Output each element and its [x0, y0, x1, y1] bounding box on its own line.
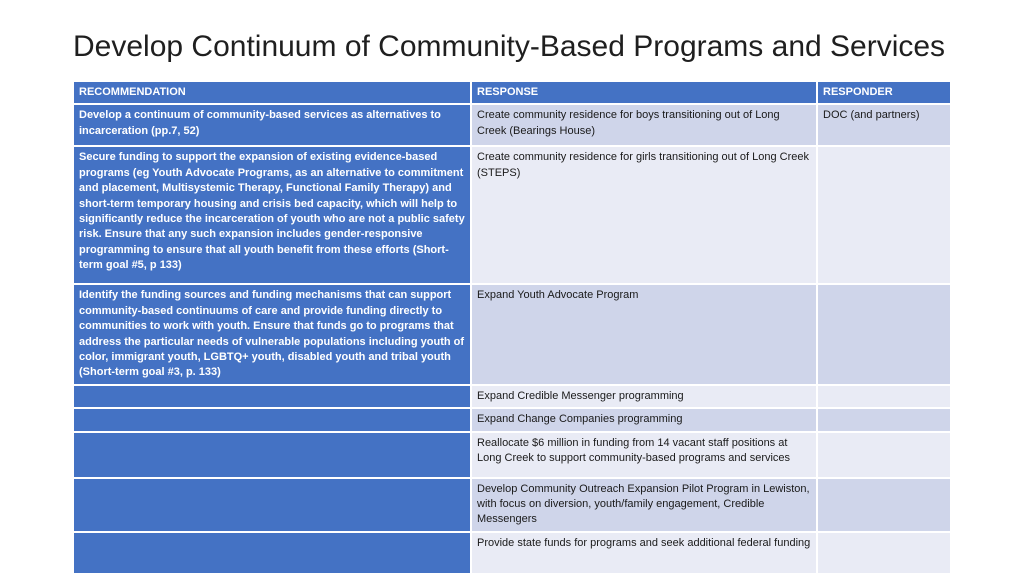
slide-title: Develop Continuum of Community-Based Programs and Services — [73, 30, 946, 63]
table-row — [73, 408, 951, 431]
responder-cell: DOC (and partners) — [817, 104, 951, 146]
table-row — [73, 284, 951, 384]
response-cell: Develop Community Outreach Expansion Pilot Program in Lewiston, with focus on diversion, youth/family engagement, Credible Messengers — [471, 478, 817, 532]
responder-cell — [817, 478, 951, 532]
recommendation-cell — [73, 532, 471, 574]
response-cell: Provide state funds for programs and seek additional federal funding — [471, 532, 817, 574]
table-row — [73, 146, 951, 284]
response-cell: Expand Credible Messenger programming — [471, 385, 817, 408]
recommendation-cell — [73, 385, 471, 408]
responder-cell — [817, 408, 951, 431]
response-cell: Create community residence for boys transitioning out of Long Creek (Bearings House) — [471, 104, 817, 146]
response-cell: Expand Change Companies programming — [471, 408, 817, 431]
recommendations-table — [72, 80, 952, 575]
responder-cell — [817, 532, 951, 574]
recommendation-cell: Develop a continuum of community-based services as alternatives to incarceration (pp.7, 52) — [73, 104, 471, 146]
table-row — [73, 532, 951, 574]
table-header-row — [73, 81, 951, 104]
recommendation-cell: Secure funding to support the expansion of existing evidence-based programs (eg Youth Advocate Programs, as an alternative to commitment and placement, Multisystemic Therapy, Functional Family Therapy) and short-term temporary housing and crisis bed capacity, which will help to significantly reduce the incarceration of youth who are not a public safety risk. Ensure that any such expansion includes gender-responsive programming to ensure that all youth benefit from these efforts (Short-term goal #5, p 133) — [73, 146, 471, 284]
recommendation-cell: Identify the funding sources and funding mechanisms that can support community-based continuums of care and provide funding directly to communities to work with youth. Ensure that funds go to programs that address the particular needs of vulnerable populations including youth of color, immigrant youth, LGBTQ+ youth, disabled youth and tribal youth (Short-term goal #3, p. 133) — [73, 284, 471, 384]
responder-cell — [817, 284, 951, 384]
response-cell: Create community residence for girls transitioning out of Long Creek (STEPS) — [471, 146, 817, 284]
responder-cell — [817, 385, 951, 408]
table-row — [73, 104, 951, 146]
table-row — [73, 385, 951, 408]
responder-cell — [817, 432, 951, 478]
table-row — [73, 478, 951, 532]
recommendation-cell — [73, 408, 471, 431]
recommendation-cell — [73, 478, 471, 532]
header-responder: RESPONDER — [817, 81, 951, 104]
responder-cell — [817, 146, 951, 284]
response-cell: Reallocate $6 million in funding from 14 vacant staff positions at Long Creek to support community-based programs and services — [471, 432, 817, 478]
header-response: RESPONSE — [471, 81, 817, 104]
table-row — [73, 432, 951, 478]
header-recommendation: RECOMMENDATION — [73, 81, 471, 104]
recommendation-cell — [73, 432, 471, 478]
response-cell: Expand Youth Advocate Program — [471, 284, 817, 384]
